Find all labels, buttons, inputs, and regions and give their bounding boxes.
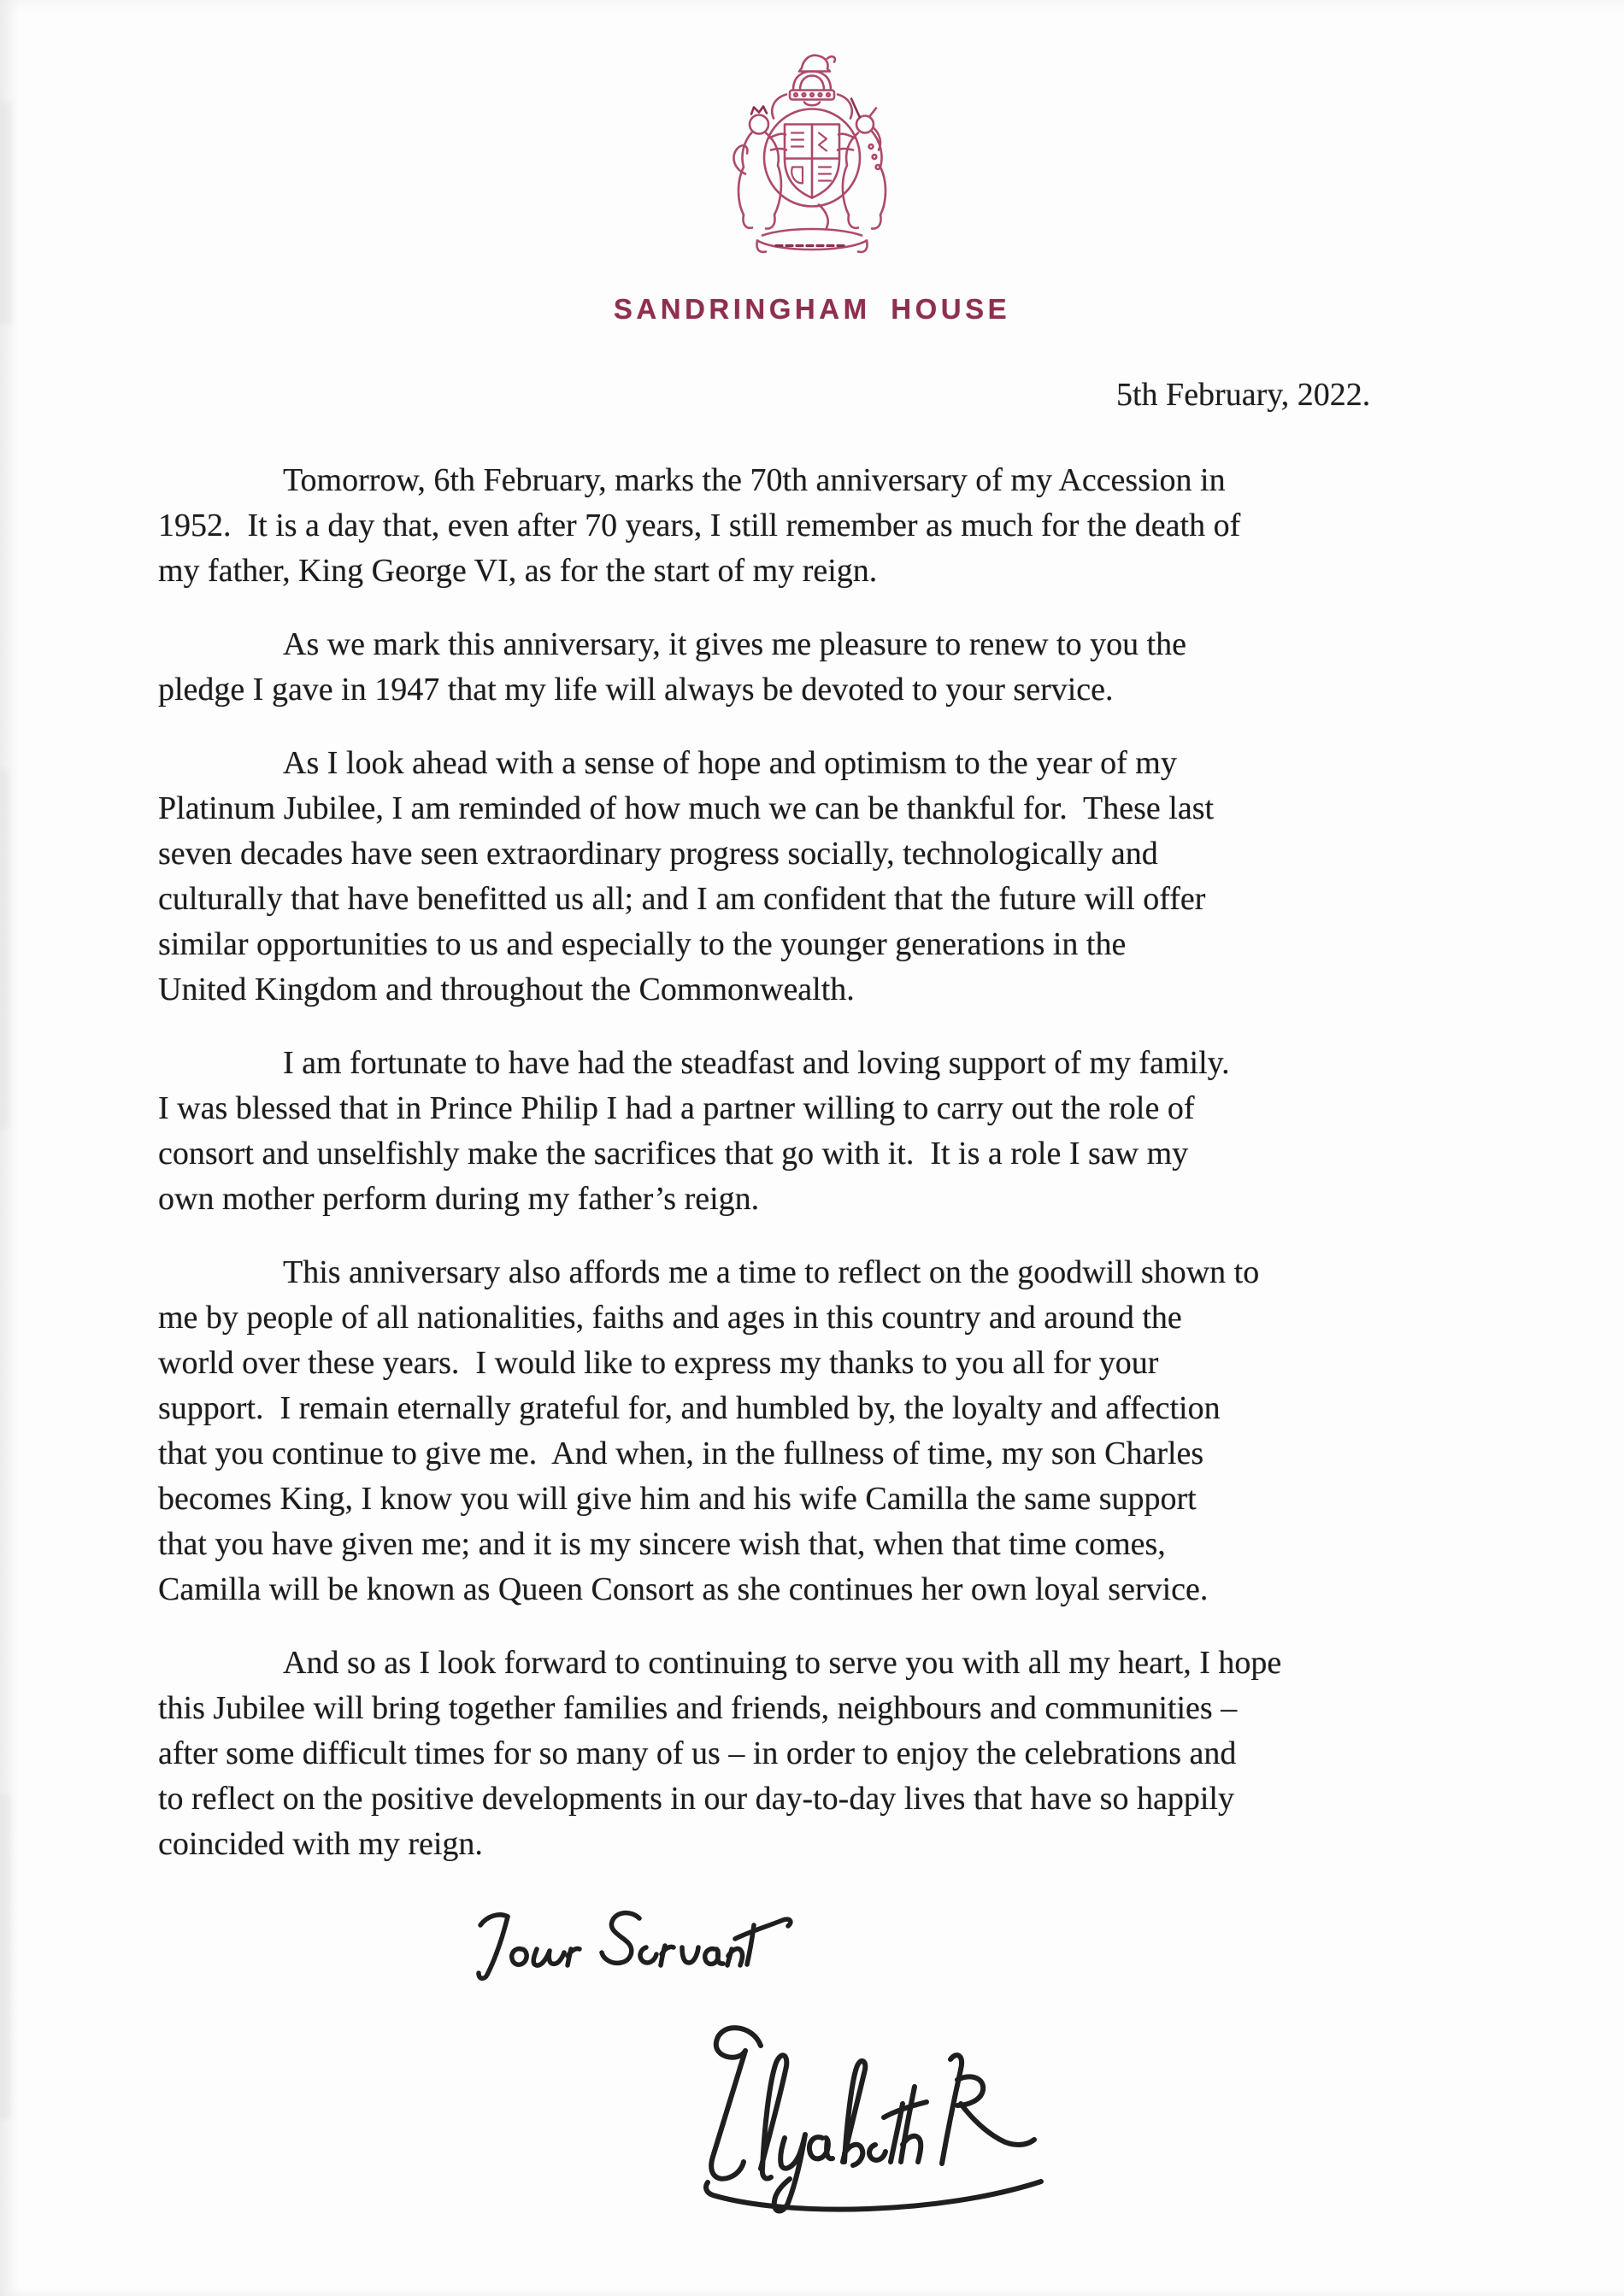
letter-line: 1952. It is a day that, even after 70 years, I still remember as much for the death of — [158, 508, 1241, 543]
letter-line: my father, King George VI, as for the start of my reign. — [158, 553, 878, 589]
elizabeth-r-signature — [660, 2001, 1070, 2251]
scan-streak — [0, 769, 9, 1128]
letter-line: this Jubilee will bring together families and friends, neighbours and communities – — [158, 1690, 1238, 1726]
letter-date: 5th February, 2022. — [1116, 377, 1371, 413]
letter-line: after some difficult times for so many of us – in order to enjoy the celebrations and — [158, 1735, 1237, 1771]
scan-streak — [0, 1794, 10, 2119]
letter-line: me by people of all nationalities, faiths and ages in this country and around the — [158, 1300, 1182, 1336]
letter-line: Tomorrow, 6th February, marks the 70th anniversary of my Accession in — [283, 462, 1226, 498]
royal-coat-of-arms-icon — [684, 44, 940, 256]
letter-line: that you continue to give me. And when, in the fullness of time, my son Charles — [158, 1436, 1204, 1471]
letter-line: becomes King, I know you will give him and his wife Camilla the same support — [158, 1481, 1197, 1517]
paragraph-6 — [158, 1641, 1281, 1867]
letter-line: culturally that have benefitted us all; and I am confident that the future will offer — [158, 881, 1206, 917]
valediction-handwriting — [462, 1899, 821, 1994]
paragraph-4 — [158, 1041, 1281, 1222]
letter-line: I was blessed that in Prince Philip I had a partner willing to carry out the role of — [158, 1090, 1195, 1126]
letter-line: similar opportunities to us and especially to the younger generations in the — [158, 926, 1127, 962]
letterhead-name: SANDRINGHAM HOUSE — [613, 293, 1011, 325]
scan-streak — [0, 103, 12, 325]
letter-line: coincided with my reign. — [158, 1826, 483, 1862]
letter-line: support. I remain eternally grateful for, and humbled by, the loyalty and affection — [158, 1390, 1221, 1426]
letter-line: As I look ahead with a sense of hope and optimism to the year of my — [283, 745, 1177, 781]
letter-line: Camilla will be known as Queen Consort as she continues her own loyal service. — [158, 1571, 1209, 1607]
letter-line: This anniversary also affords me a time to reflect on the goodwill shown to — [283, 1254, 1260, 1290]
paragraph-2 — [158, 622, 1281, 713]
letter-line: pledge I gave in 1947 that my life will always be devoted to your service. — [158, 672, 1114, 708]
letter-line: And so as I look forward to continuing to serve you with all my heart, I hope — [283, 1645, 1282, 1681]
letter-body — [158, 458, 1281, 1895]
letter-line: Platinum Jubilee, I am reminded of how much we can be thankful for. These last — [158, 790, 1215, 826]
letter-line: to reflect on the positive developments in our day-to-day lives that have so happily — [158, 1781, 1234, 1817]
paragraph-5 — [158, 1250, 1281, 1612]
letter-line: United Kingdom and throughout the Commonwealth. — [158, 972, 855, 1007]
letter-line: I am fortunate to have had the steadfast and loving support of my family. — [283, 1045, 1230, 1081]
paragraph-3 — [158, 741, 1281, 1013]
paragraph-1 — [158, 458, 1281, 594]
letter-line: consort and unselfishly make the sacrifices that go with it. It is a role I saw my — [158, 1136, 1189, 1171]
letter-line: own mother perform during my father’s reign. — [158, 1181, 760, 1217]
letter-line: seven decades have seen extraordinary progress socially, technologically and — [158, 836, 1158, 872]
letter-line: As we mark this anniversary, it gives me pleasure to renew to you the — [283, 626, 1187, 662]
letter-line: world over these years. I would like to express my thanks to you all for your — [158, 1345, 1159, 1381]
letter-line: that you have given me; and it is my sincere wish that, when that time comes, — [158, 1526, 1166, 1562]
